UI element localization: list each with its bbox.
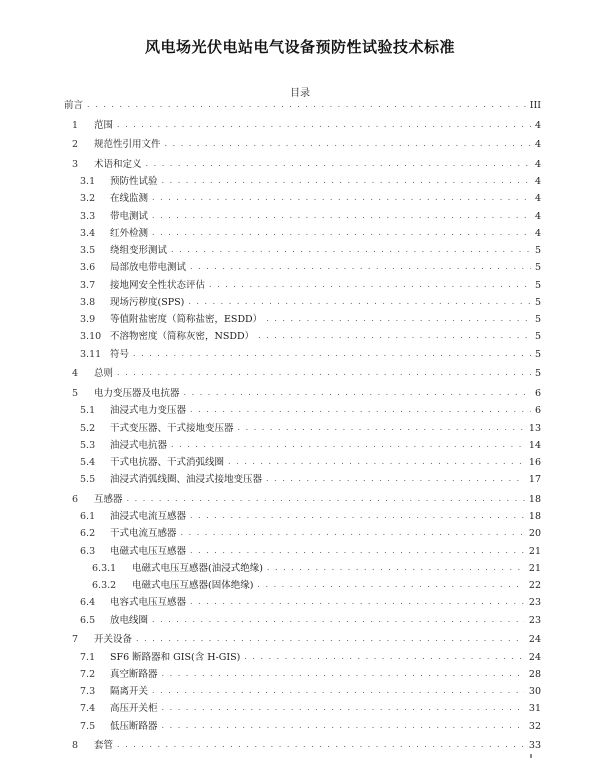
toc-row[interactable] — [80, 404, 541, 418]
toc-row-leader-dots — [171, 243, 531, 257]
toc-row-label: 油浸式电抗器 — [110, 439, 168, 451]
toc-row[interactable] — [72, 119, 541, 133]
toc-row-number: 2 — [72, 139, 79, 151]
toc-row-number: 3.2 — [80, 193, 96, 205]
toc-row-label: 干式电抗器、干式消弧线圈 — [110, 457, 225, 468]
toc-row-number: 3.9 — [80, 314, 96, 326]
toc-row-page-number: 22 — [528, 580, 541, 592]
toc-row-leader-dots — [117, 738, 525, 752]
toc-row-number: 3.4 — [80, 227, 96, 239]
toc-row-label: 干式变压器、干式接地变压器 — [110, 422, 234, 434]
toc-row[interactable] — [80, 348, 541, 362]
toc-row-leader-dots — [152, 226, 531, 240]
toc-row-number: 7 — [72, 634, 79, 646]
toc-row-number: 3.5 — [80, 245, 96, 257]
toc-row-label: 不溶物密度（简称灰密，NSDD） — [110, 331, 255, 343]
toc-row-page-number: 5 — [534, 296, 541, 308]
toc-row[interactable] — [72, 138, 541, 152]
toc-row[interactable] — [80, 244, 541, 258]
toc-row-page-number: 24 — [528, 651, 541, 663]
toc-row-label: 等值附盐密度（简称盐密，ESDD） — [110, 314, 263, 326]
toc-row-number: 6 — [72, 493, 79, 505]
toc-row[interactable] — [80, 545, 541, 559]
toc-row[interactable] — [80, 227, 541, 241]
toc-row-number: 7.2 — [80, 668, 96, 680]
toc-row-number: 3 — [72, 158, 79, 170]
toc-row-page-number: 4 — [534, 119, 541, 131]
toc-row-page-number: 18 — [528, 493, 541, 505]
toc-row[interactable] — [80, 685, 541, 699]
toc-row-leader-dots — [162, 701, 525, 715]
toc-row[interactable] — [80, 510, 541, 524]
toc-row-leader-dots — [267, 561, 525, 575]
toc-row-number: 3.7 — [80, 279, 96, 291]
toc-row[interactable] — [80, 614, 541, 628]
toc-row-page-number: 4 — [534, 227, 541, 239]
toc-row[interactable] — [72, 633, 541, 647]
toc-row[interactable] — [80, 296, 541, 310]
toc-row[interactable] — [92, 562, 541, 576]
toc-row-page-number: III — [529, 100, 541, 111]
toc-row-page-number: 20 — [528, 528, 541, 540]
toc-row-page-number: 33 — [528, 740, 541, 752]
toc-row-label: 干式电流互感器 — [110, 528, 177, 540]
toc-row[interactable] — [80, 175, 541, 189]
toc-row-number: 6.3 — [80, 545, 96, 557]
toc-row-number: 5.4 — [80, 457, 96, 468]
toc-row-leader-dots — [87, 98, 526, 112]
toc-row-leader-dots — [184, 386, 531, 400]
toc-row-page-number: 4 — [534, 176, 541, 188]
toc-row-label: 符号 — [110, 348, 130, 360]
toc-row-label: 范围 — [94, 119, 114, 131]
toc-row[interactable] — [80, 313, 541, 327]
toc-row-leader-dots — [209, 278, 531, 292]
toc-row[interactable] — [80, 596, 541, 610]
toc-row-page-number: 4 — [534, 158, 541, 170]
toc-row-leader-dots — [190, 595, 525, 609]
toc-row-leader-dots — [165, 137, 531, 151]
toc-row-leader-dots — [162, 174, 531, 188]
toc-row-label: 预防性试验 — [110, 176, 158, 188]
toc-row-page-number: 5 — [534, 262, 541, 274]
toc-row-page-number: 24 — [528, 634, 541, 646]
toc-row-leader-dots — [266, 472, 525, 486]
toc-row[interactable] — [80, 456, 541, 470]
toc-row-leader-dots — [117, 366, 531, 380]
toc-row-number: 5 — [72, 388, 79, 399]
toc-row-label: 在线监测 — [110, 193, 149, 205]
toc-row-leader-dots — [190, 509, 525, 523]
document-title: 风电场光伏电站电气设备预防性试验技术标准 — [144, 38, 455, 56]
toc-row-number: 7.1 — [80, 651, 96, 663]
toc-row[interactable] — [80, 210, 541, 224]
toc-row-leader-dots — [136, 632, 525, 646]
toc-row-leader-dots — [162, 719, 525, 733]
toc-row-label: 电磁式电压互感器(固体绝缘) — [132, 580, 254, 592]
toc-row-leader-dots — [152, 209, 531, 223]
toc-row-number: 3.8 — [80, 296, 96, 308]
toc-row-page-number: 32 — [528, 720, 541, 732]
toc-row-number: 6.4 — [80, 597, 96, 609]
toc-heading: 目录 — [290, 88, 310, 99]
toc-row[interactable] — [80, 668, 541, 682]
toc-row-number: 5.5 — [80, 474, 96, 486]
toc-row-page-number: 23 — [528, 614, 541, 626]
toc-row-label: 规范性引用文件 — [94, 139, 161, 151]
toc-row-label: 局部放电带电测试 — [110, 262, 187, 274]
toc-row-leader-dots — [171, 438, 525, 452]
toc-row-leader-dots — [228, 455, 525, 469]
toc-row-number: 5.1 — [80, 405, 96, 417]
toc-row-label: 电磁式电压互感器 — [110, 545, 187, 557]
toc-row-leader-dots — [127, 492, 525, 506]
toc-row-number: 7.4 — [80, 703, 96, 715]
toc-row[interactable] — [80, 439, 541, 453]
toc-row-label: 油浸式电力变压器 — [110, 405, 187, 417]
toc-row-leader-dots — [152, 684, 525, 698]
toc-row-leader-dots — [257, 578, 524, 592]
toc-row-label: 电容式电压互感器 — [110, 597, 187, 609]
toc-row[interactable] — [72, 739, 541, 753]
toc-row-page-number: 14 — [528, 439, 541, 451]
toc-row-number: 3.10 — [80, 331, 102, 343]
toc-row-leader-dots — [190, 544, 525, 558]
toc-row[interactable] — [80, 473, 541, 487]
toc-row-label: 电力变压器及电抗器 — [94, 388, 180, 399]
toc-row-number: 4 — [72, 368, 79, 380]
toc-row-leader-dots — [244, 650, 525, 664]
toc-row-label: 术语和定义 — [94, 158, 142, 170]
toc-row-leader-dots — [146, 157, 531, 171]
toc-row-page-number: 5 — [534, 245, 541, 257]
toc-row-leader-dots — [258, 329, 531, 343]
toc-row-label: 油浸式电流互感器 — [110, 511, 187, 523]
toc-row-label: 接地网安全性状态评估 — [110, 279, 206, 291]
toc-row-leader-dots — [133, 347, 531, 361]
toc-row[interactable] — [72, 493, 541, 507]
toc-row[interactable] — [80, 702, 541, 716]
toc-row-label: 放电线圈 — [110, 614, 149, 626]
toc-row-page-number: 16 — [528, 457, 541, 468]
toc-row-leader-dots — [162, 667, 525, 681]
toc-row-page-number: 21 — [528, 562, 541, 574]
toc-row-number: 6.5 — [80, 614, 96, 626]
toc-row-leader-dots — [181, 526, 525, 540]
toc-row-page-number: 31 — [528, 703, 541, 715]
toc-row-label: 绕组变形测试 — [110, 245, 168, 257]
toc-row[interactable] — [80, 720, 541, 734]
toc-row-leader-dots — [152, 191, 531, 205]
toc-row[interactable] — [72, 387, 541, 401]
toc-row-leader-dots — [188, 295, 531, 309]
toc-row-label: 带电测试 — [110, 210, 149, 222]
toc-row[interactable] — [80, 527, 541, 541]
toc-row[interactable] — [80, 651, 541, 665]
toc-row-page-number: 6 — [534, 388, 541, 399]
toc-row-page-number: 5 — [534, 331, 541, 343]
toc-row[interactable] — [80, 330, 541, 344]
toc-row-leader-dots — [190, 260, 531, 274]
toc-row-number: 7.5 — [80, 720, 96, 732]
toc-row-number: 6.1 — [80, 511, 96, 523]
toc-row-page-number: 18 — [528, 511, 541, 523]
toc-row-page-number: 13 — [528, 422, 541, 434]
toc-row-number: 8 — [72, 740, 79, 752]
toc-row-leader-dots — [152, 613, 525, 627]
toc-row-label: 总则 — [94, 368, 114, 380]
toc-row-label: 现场污秽度(SPS) — [110, 296, 185, 308]
toc-row-page-number: 5 — [534, 368, 541, 380]
toc-row[interactable] — [80, 422, 541, 436]
toc-row-leader-dots — [190, 403, 531, 417]
toc-row[interactable] — [72, 367, 541, 381]
toc-row-number: 3.1 — [80, 176, 96, 188]
toc-row-number: 6.2 — [80, 528, 96, 540]
toc-row-page-number: 5 — [534, 279, 541, 291]
toc-row-number: 6.3.1 — [92, 562, 117, 574]
toc-row-number: 6.3.2 — [92, 580, 117, 592]
toc-row-label: 真空断路器 — [110, 668, 158, 680]
toc-row-leader-dots — [238, 421, 525, 435]
toc-row-label: 低压断路器 — [110, 720, 158, 732]
toc-row-number: 3.3 — [80, 210, 96, 222]
toc-row-page-number: 4 — [534, 210, 541, 222]
toc-row-number: 3.6 — [80, 262, 96, 274]
toc-row[interactable] — [72, 158, 541, 172]
toc-row[interactable] — [64, 99, 541, 113]
toc-row-leader-dots — [117, 118, 531, 132]
toc-row-label: 互感器 — [94, 493, 123, 505]
toc-row-page-number: 17 — [528, 474, 541, 486]
toc-row[interactable] — [92, 579, 541, 593]
toc-row[interactable] — [80, 261, 541, 275]
toc-row-label: 红外检测 — [110, 227, 149, 239]
toc-row-page-number: 6 — [534, 405, 541, 417]
toc-row-page-number: 30 — [528, 686, 541, 698]
toc-row-label: 前言 — [64, 100, 84, 111]
toc-row-page-number: 28 — [528, 668, 541, 680]
toc-row-page-number: 5 — [534, 314, 541, 326]
toc-row[interactable] — [80, 192, 541, 206]
toc-row-number: 5.2 — [80, 422, 96, 434]
page-corner-mark — [530, 754, 532, 758]
toc-row-label: 高压开关柜 — [110, 703, 158, 715]
toc-row-label: SF6 断路器和 GIS(含 H-GIS) — [110, 651, 241, 663]
toc-row-page-number: 23 — [528, 597, 541, 609]
toc-row-page-number: 21 — [528, 545, 541, 557]
toc-row-leader-dots — [266, 312, 531, 326]
toc-row-number: 1 — [72, 119, 79, 131]
toc-row-label: 开关设备 — [94, 634, 133, 646]
toc-row-label: 油浸式消弧线圈、油浸式接地变压器 — [110, 474, 263, 486]
toc-row-label: 套管 — [94, 740, 114, 752]
toc-row[interactable] — [80, 279, 541, 293]
toc-row-page-number: 4 — [534, 139, 541, 151]
toc-row-label: 隔离开关 — [110, 686, 149, 698]
toc-row-page-number: 4 — [534, 193, 541, 205]
toc-row-page-number: 5 — [534, 348, 541, 360]
toc-row-number: 3.11 — [80, 348, 102, 360]
toc-row-number: 7.3 — [80, 686, 96, 698]
toc-row-label: 电磁式电压互感器(油浸式绝缘) — [132, 562, 263, 574]
toc-row-number: 5.3 — [80, 439, 96, 451]
